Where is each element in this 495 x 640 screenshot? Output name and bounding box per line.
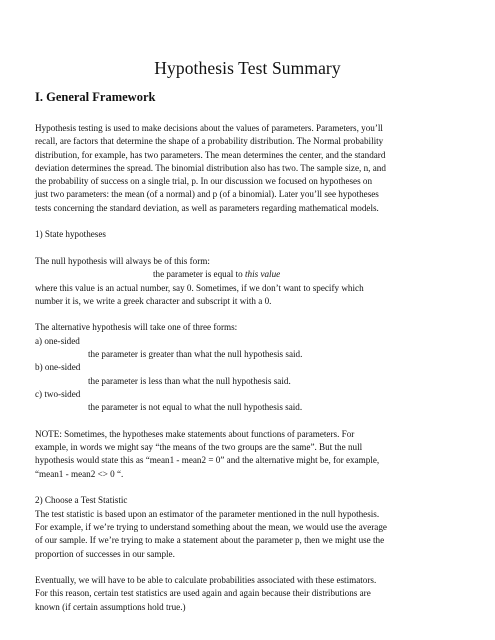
text-line: tests concerning the standard deviation, as well as parameters regarding mathematical models. — [35, 202, 379, 213]
alt-form-desc: the parameter is greater than what the null hypothesis said. — [88, 349, 303, 360]
text-line: known (if certain assumptions hold true.) — [35, 601, 186, 612]
text-line: hypothesis would state this as “mean1 - mean2 = 0” and the alternative might be, for example, — [35, 455, 380, 466]
text-line: deviation determines the spread. The binomial distribution also has two. The sample size, n, and — [35, 162, 386, 173]
spacer — [35, 215, 475, 228]
final-paragraph — [35, 574, 475, 614]
text-line: number it is, we write a greek character and subscript it with a 0. — [35, 295, 272, 306]
null-form-prefix: the parameter is equal to — [153, 269, 245, 280]
text-line: Hypothesis testing is used to make decisions about the values of parameters. Parameters, you’ll — [35, 123, 383, 133]
null-intro: The null hypothesis will always be of this form: — [35, 255, 210, 266]
text-line: just two parameters: the mean (of a normal) and p (of a binomial). Later you’ll see hypotheses — [35, 189, 379, 200]
alt-form-label: b) one-sided — [35, 362, 81, 373]
spacer — [35, 242, 475, 255]
alt-form-label: a) one-sided — [35, 335, 80, 346]
step2-label: 2) Choose a Test Statistic — [35, 495, 128, 506]
step1-label: 1) State hypotheses — [35, 229, 106, 240]
section-heading: I. General Framework — [35, 90, 156, 104]
spacer — [35, 561, 475, 574]
alt-form-desc: the parameter is not equal to what the null hypothesis said. — [88, 402, 303, 413]
alt-form-desc: the parameter is less than what the null hypothesis said. — [88, 375, 291, 386]
text-line: the probability of success on a single trial, p. In our discussion we focused on hypotheses on — [35, 176, 373, 187]
text-line: Eventually, we will have to be able to calculate probabilities associated with these estimators. — [35, 575, 377, 586]
document-title: Hypothesis Test Summary — [154, 58, 341, 78]
alt-form-label: c) two-sided — [35, 388, 81, 399]
text-line: where this value is an actual number, say 0. Sometimes, if we don’t want to specify which — [35, 282, 364, 293]
spacer — [35, 415, 475, 428]
note-paragraph — [35, 428, 475, 481]
text-line: distribution, for example, has two parameters. The mean determines the center, and the standard — [35, 149, 386, 160]
spacer — [35, 308, 475, 321]
text-line: example, in words we might say “the means of the two groups are the same”. But the null — [35, 442, 363, 453]
text-line: recall, are factors that determine the shape of a probability distribution. The Normal probability — [35, 136, 384, 147]
document-body — [35, 122, 475, 614]
intro-paragraph — [35, 122, 475, 215]
null-form-italic: this value — [244, 269, 281, 280]
text-line: For this reason, certain test statistics are used again and again because their distributions are — [35, 588, 371, 599]
text-line: proportion of successes in our sample. — [35, 548, 175, 559]
text-line: “mean1 - mean2 <> 0 “. — [35, 468, 124, 479]
text-line: The test statistic is based upon an estimator of the parameter mentioned in the null hypothesis. — [35, 508, 380, 519]
text-line: NOTE: Sometimes, the hypotheses make statements about functions of parameters. For — [35, 428, 355, 439]
text-line: For example, if we’re trying to understand something about the mean, we would use the average — [35, 521, 387, 532]
null-form — [35, 268, 475, 281]
spacer — [35, 481, 475, 494]
alt-intro: The alternative hypothesis will take one of three forms: — [35, 322, 238, 333]
step2-paragraph — [35, 508, 475, 561]
text-line: of our sample. If we’re trying to make a statement about the parameter p, then we might use the — [35, 535, 385, 546]
